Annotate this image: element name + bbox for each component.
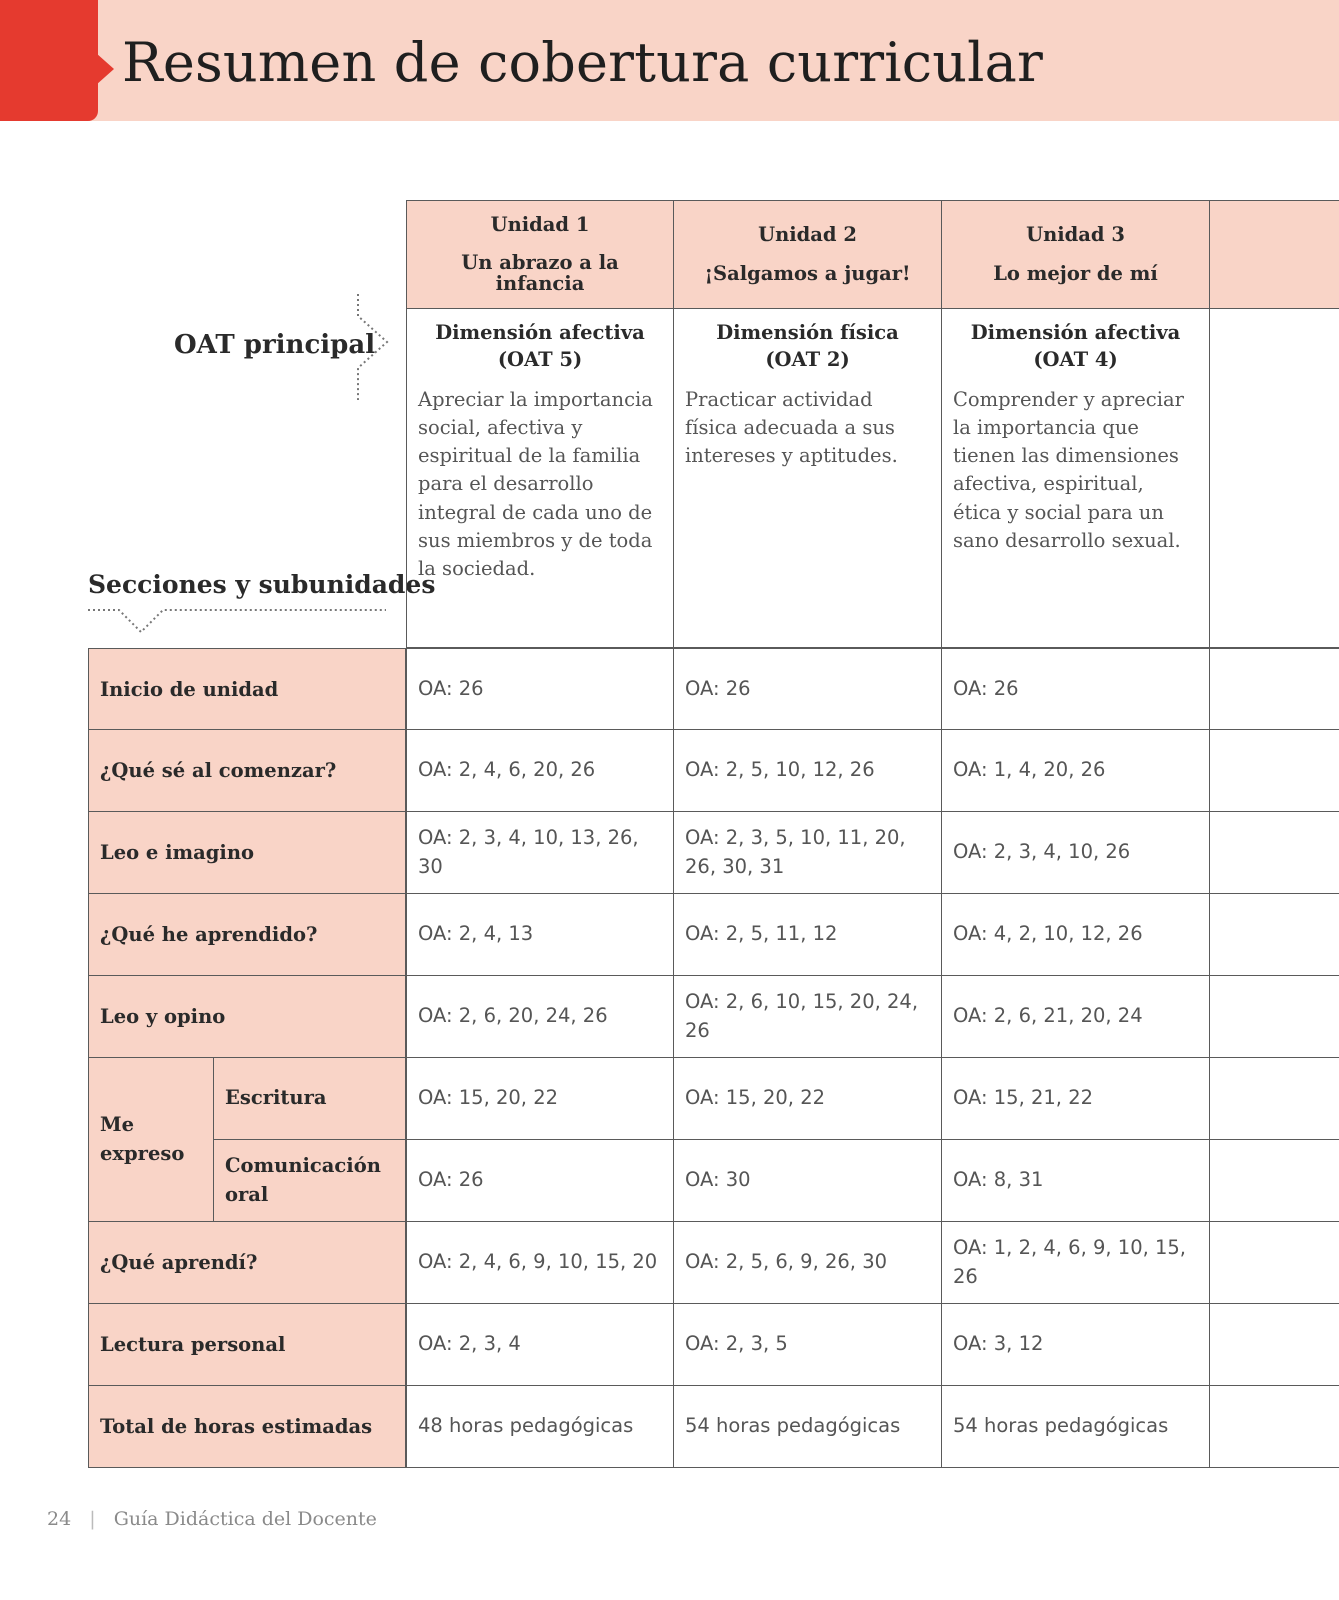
table-cell: OA: 26 — [406, 1140, 674, 1222]
unit-3-oat — [942, 309, 1210, 648]
footer — [47, 1508, 377, 1530]
group-label: Me expreso — [88, 1058, 214, 1222]
table-cell-empty — [1210, 976, 1339, 1058]
unit-2-header — [674, 200, 942, 309]
table-cell: OA: 15, 20, 22 — [674, 1058, 942, 1140]
oat-dimension — [953, 319, 1198, 374]
table-cell: OA: 2, 5, 6, 9, 26, 30 — [674, 1222, 942, 1304]
oat-description: Apreciar la importancia social, afectiva y espiritual de la familia para el desarrollo integral de cada uno de sus miembros y de toda la sociedad. — [418, 387, 653, 581]
row-label: Comunicación oral — [214, 1140, 406, 1222]
table-cell: OA: 4, 2, 10, 12, 26 — [942, 894, 1210, 976]
table-cell: OA: 1, 2, 4, 6, 9, 10, 15, 26 — [942, 1222, 1210, 1304]
table-cell: OA: 2, 3, 5 — [674, 1304, 942, 1386]
table-cell-empty — [1210, 1304, 1339, 1386]
table-cell: OA: 2, 3, 4, 10, 26 — [942, 812, 1210, 894]
oat-dimension-name: Dimensión afectiva — [435, 321, 645, 344]
row-label: Inicio de unidad — [88, 648, 406, 730]
unit-4-header — [1210, 200, 1339, 309]
table-cell: OA: 2, 6, 21, 20, 24 — [942, 976, 1210, 1058]
unit-title: Lo mejor de mí — [993, 261, 1158, 285]
oat-dimension-name: Dimensión física — [716, 321, 899, 344]
table-cell: OA: 15, 21, 22 — [942, 1058, 1210, 1140]
table-cell: OA: 26 — [942, 648, 1210, 730]
table-cell: OA: 3, 12 — [942, 1304, 1210, 1386]
unit-4-oat — [1210, 309, 1339, 648]
table-cell-empty — [1210, 730, 1339, 812]
table-cell: OA: 2, 4, 6, 9, 10, 15, 20 — [406, 1222, 674, 1304]
oat-description: Comprender y apreciar la importancia que tienen las dimensiones afectiva, espiritual, ética y social para un sano desarrollo sexual. — [953, 387, 1184, 552]
unit-number: Unidad 3 — [1026, 223, 1125, 247]
oat-number: (OAT 2) — [765, 348, 850, 372]
oat-principal-label: OAT principal — [174, 330, 376, 360]
table-cell: OA: 8, 31 — [942, 1140, 1210, 1222]
unit-1-header — [406, 200, 674, 309]
oat-dimension — [685, 319, 930, 374]
row-label: Escritura — [214, 1058, 406, 1140]
footer-separator: | — [89, 1508, 96, 1530]
unit-number: Unidad 2 — [758, 223, 857, 247]
row-label: Total de horas estimadas — [88, 1386, 406, 1468]
table-cell: OA: 2, 5, 11, 12 — [674, 894, 942, 976]
unit-title: Un abrazo a la infancia — [461, 251, 619, 295]
row-label: ¿Qué aprendí? — [88, 1222, 406, 1304]
table-cell-empty — [1210, 648, 1339, 730]
unit-2-oat — [674, 309, 942, 648]
table-cell: OA: 2, 6, 10, 15, 20, 24, 26 — [674, 976, 942, 1058]
table-cell: OA: 26 — [674, 648, 942, 730]
unit-title: ¡Salgamos a jugar! — [704, 261, 911, 285]
table-cell-empty — [1210, 1386, 1339, 1468]
oat-number: (OAT 5) — [497, 348, 583, 372]
table-cell-empty — [1210, 812, 1339, 894]
row-label: ¿Qué he aprendido? — [88, 894, 406, 976]
table-cell: 48 horas pedagógicas — [406, 1386, 674, 1468]
table-cell: OA: 2, 3, 4, 10, 13, 26, 30 — [406, 812, 674, 894]
table-cell-empty — [1210, 1222, 1339, 1304]
table-cell: OA: 2, 4, 6, 20, 26 — [406, 730, 674, 812]
footer-text: Guía Didáctica del Docente — [113, 1508, 377, 1530]
table-cell: OA: 1, 4, 20, 26 — [942, 730, 1210, 812]
table-cell: OA: 2, 3, 4 — [406, 1304, 674, 1386]
row-label: Leo y opino — [88, 976, 406, 1058]
table-corner — [88, 200, 406, 648]
table-cell: OA: 2, 4, 13 — [406, 894, 674, 976]
page-number: 24 — [47, 1508, 72, 1530]
row-label: Lectura personal — [88, 1304, 406, 1386]
secciones-label: Secciones y subunidades — [88, 570, 436, 599]
oat-number: (OAT 4) — [1033, 348, 1118, 372]
unit-3-header — [942, 200, 1210, 309]
row-label: ¿Qué sé al comenzar? — [88, 730, 406, 812]
table-cell: OA: 2, 6, 20, 24, 26 — [406, 976, 674, 1058]
table-cell: 54 horas pedagógicas — [674, 1386, 942, 1468]
table-cell-empty — [1210, 1140, 1339, 1222]
table-cell: OA: 26 — [406, 648, 674, 730]
table-cell: OA: 30 — [674, 1140, 942, 1222]
oat-description: Practicar actividad física adecuada a sus intereses y aptitudes. — [685, 387, 898, 468]
unit-number: Unidad 1 — [490, 212, 590, 236]
table-cell: OA: 15, 20, 22 — [406, 1058, 674, 1140]
table-cell: OA: 2, 5, 10, 12, 26 — [674, 730, 942, 812]
coverage-table — [88, 200, 1339, 1465]
oat-dimension-name: Dimensión afectiva — [970, 321, 1181, 344]
unit-1-oat — [406, 309, 674, 648]
oat-dimension — [418, 319, 662, 374]
table-cell: 54 horas pedagógicas — [942, 1386, 1210, 1468]
table-cell-empty — [1210, 1058, 1339, 1140]
page-title: Resumen de cobertura curricular — [122, 31, 1044, 94]
table-cell: OA: 2, 3, 5, 10, 11, 20, 26, 30, 31 — [674, 812, 942, 894]
table-cell-empty — [1210, 894, 1339, 976]
row-label: Leo e imagino — [88, 812, 406, 894]
